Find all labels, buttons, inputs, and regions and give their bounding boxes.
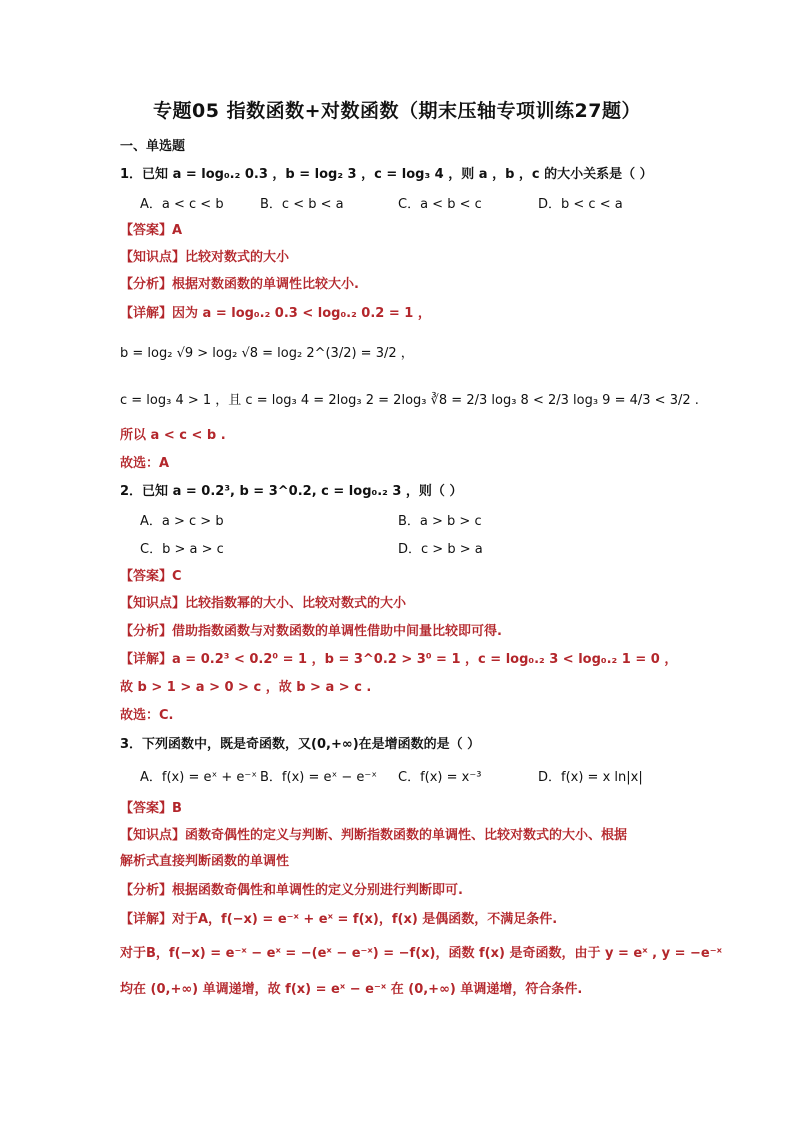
section-heading: 一、单选题 [120,139,186,154]
q3-knowledge-point-2: 解析式直接判断函数的单调性 [120,854,290,869]
q1-option-c: C．a < b < c [398,197,482,212]
q1-knowledge-point: 【知识点】比较对数式的大小 [120,250,290,265]
q1-option-d: D．b < c < a [538,197,623,212]
q3-option-c: C．f(x) = x⁻³ [398,770,482,785]
q3-answer: 【答案】B [120,801,182,816]
q2-choice: 故选：C. [120,708,174,723]
question-3-stem: 3．下列函数中，既是奇函数，又(0,+∞)在是增函数的是（ ） [120,737,481,752]
q2-detail-line-2: 故 b > 1 > a > 0 > c ，故 b > a > c . [120,680,372,695]
q3-option-d: D．f(x) = x ln|x| [538,770,643,785]
q3-option-a: A．f(x) = eˣ + e⁻ˣ [140,770,258,785]
q1-detail-line-4: 所以 a < c < b . [120,428,226,443]
q2-option-d: D．c > b > a [398,542,483,557]
q2-analysis: 【分析】借助指数函数与对数函数的单调性借助中间量比较即可得. [120,624,502,639]
page-title: 专题05 指数函数+对数函数（期末压轴专项训练27题） [153,100,641,122]
q3-detail-line-1: 【详解】对于A，f(−x) = e⁻ˣ + eˣ = f(x)，f(x) 是偶函数，不满足条件. [120,912,558,927]
q1-detail-line-1: 【详解】因为 a = log₀.₂ 0.3 < log₀.₂ 0.2 = 1 ， [120,306,431,321]
q1-answer: 【答案】A [120,223,183,238]
q3-knowledge-point-1: 【知识点】函数奇偶性的定义与判断、判断指数函数的单调性、比较对数式的大小、根据 [120,828,628,843]
q3-detail-line-3: 均在 (0,+∞) 单调递增，故 f(x) = eˣ − e⁻ˣ 在 (0,+∞) 单调递增，符合条件. [120,982,583,997]
q3-analysis: 【分析】根据函数奇偶性和单调性的定义分别进行判断即可. [120,883,463,898]
question-1-stem: 1．已知 a = log₀.₂ 0.3 ，b = log₂ 3 ，c = log₃ 4 ，则 a ，b ，c 的大小关系是（ ） [120,167,653,182]
q2-answer: 【答案】C [120,569,182,584]
q2-knowledge-point: 【知识点】比较指数幂的大小、比较对数式的大小 [120,596,407,611]
q2-option-c: C．b > a > c [140,542,224,557]
question-2-stem: 2．已知 a = 0.2³, b = 3^0.2, c = log₀.₂ 3 ，则（ ） [120,484,463,499]
q1-option-a: A．a < c < b [140,197,224,212]
q2-option-b: B．a > b > c [398,514,482,529]
q1-choice: 故选：A [120,456,170,471]
q3-detail-line-2: 对于B，f(−x) = e⁻ˣ − eˣ = −(eˣ − e⁻ˣ) = −f(x)，函数 f(x) 是奇函数，由于 y = eˣ , y = −e⁻ˣ [120,946,722,961]
q2-option-a: A．a > c > b [140,514,224,529]
q3-option-b: B．f(x) = eˣ − e⁻ˣ [260,770,378,785]
q2-detail-line-1: 【详解】a = 0.2³ < 0.2⁰ = 1 ，b = 3^0.2 > 3⁰ = 1 ，c = log₀.₂ 3 < log₀.₂ 1 = 0 ， [120,652,678,667]
q1-detail-line-3: c = log₃ 4 > 1 ，且 c = log₃ 4 = 2log₃ 2 = 2log₃ ∛8 = 2/3 log₃ 8 < 2/3 log₃ 9 = 4/3 < 3/2 . [120,393,699,408]
q1-analysis: 【分析】根据对数函数的单调性比较大小. [120,277,359,292]
q1-detail-line-2: b = log₂ √9 > log₂ √8 = log₂ 2^(3/2) = 3/2 ， [120,346,414,361]
q1-option-b: B．c < b < a [260,197,344,212]
